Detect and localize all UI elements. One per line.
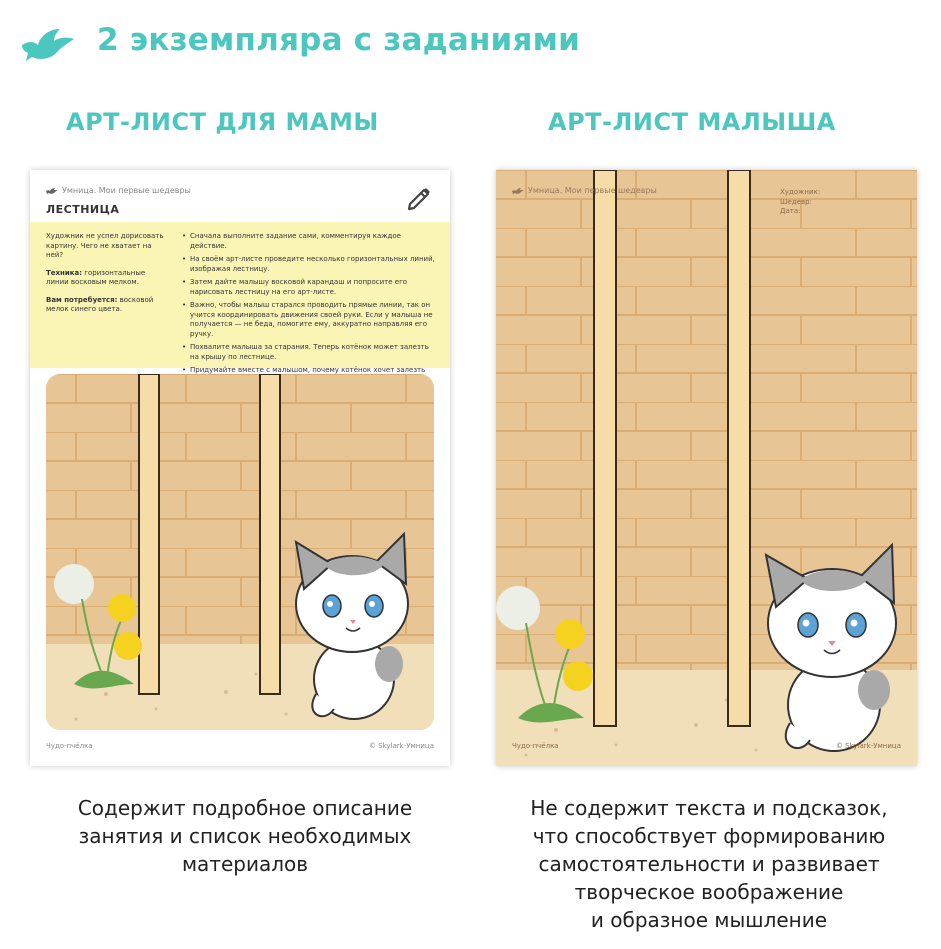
footer-left: Чудо-пчёлка bbox=[46, 742, 93, 750]
illustration-scene bbox=[46, 374, 434, 730]
ladder-pole bbox=[728, 170, 750, 726]
brand-text: Умница. Мои первые шедевры bbox=[528, 186, 657, 195]
bird-icon bbox=[46, 187, 58, 195]
technique-text bbox=[46, 269, 170, 288]
steps-list bbox=[182, 232, 436, 389]
date-label: Дата: bbox=[780, 207, 801, 215]
caption-line: Содержит подробное описание bbox=[77, 796, 413, 820]
step-item: • Затем дайте малышу восковой карандаш и попросите его нарисовать лестницу на его арт-листе. bbox=[182, 278, 436, 297]
left-caption bbox=[20, 794, 470, 878]
needs-value: восковой мелок синего цвета. bbox=[46, 295, 154, 313]
illustration-scene bbox=[496, 170, 917, 766]
instructions-box bbox=[30, 222, 450, 374]
sheet-title: ЛЕСТНИЦА bbox=[46, 203, 120, 216]
sheet-brand bbox=[46, 186, 191, 195]
header bbox=[18, 18, 76, 70]
caption-line: Не содержит текста и подсказок, bbox=[530, 796, 888, 820]
technique-value: горизонтальные линии восковым мелком. bbox=[46, 268, 146, 286]
step-item: • Придумайте вместе с малышом, почему котёнок хочет залезть bbox=[182, 366, 436, 385]
needs-text bbox=[46, 296, 170, 315]
signature-fields bbox=[780, 188, 820, 217]
ladder-pole bbox=[594, 170, 616, 726]
step-item: • Сначала выполните задание сами, комментируя каждое действие. bbox=[182, 232, 436, 251]
right-caption bbox=[476, 794, 941, 934]
left-column-heading: АРТ-ЛИСТ ДЛЯ МАМЫ bbox=[66, 108, 379, 136]
caption-line: занятия и список необходимых bbox=[78, 824, 412, 848]
child-art-sheet bbox=[496, 170, 917, 766]
caption-line: что способствует формированию bbox=[532, 824, 886, 848]
technique-label: Техника: bbox=[46, 268, 83, 277]
right-column-heading: АРТ-ЛИСТ МАЛЫША bbox=[548, 108, 836, 136]
needs-label: Вам потребуется: bbox=[46, 295, 118, 304]
brand-text: Умница. Мои первые шедевры bbox=[62, 186, 191, 195]
caption-line: материалов bbox=[181, 852, 309, 876]
ladder-pole bbox=[260, 374, 280, 694]
step-item: • Похвалите малыша за старания. Теперь котёнок может залезть на крышу по лестнице. bbox=[182, 343, 436, 362]
caption-line: и образное мышление bbox=[590, 908, 828, 932]
page-title: 2 экземпляра с заданиями bbox=[97, 22, 581, 58]
instructions-summary bbox=[46, 232, 170, 323]
step-item: • Важно, чтобы малыш старался проводить прямые линии, так он учится координировать движения своей руки. Если у малыша не получается — не беда, помогите ему, аккуратно направляя его ручку. bbox=[182, 301, 436, 339]
pencil-icon bbox=[404, 184, 434, 214]
caption-line: самостоятельности и развивает bbox=[538, 852, 880, 876]
artwork-label: Шедевр: bbox=[780, 197, 812, 206]
bird-icon bbox=[512, 187, 524, 195]
sheet-brand bbox=[512, 186, 657, 195]
intro-text: Художник не успел дорисовать картину. Чего не хватает на ней? bbox=[46, 232, 164, 259]
mom-art-sheet bbox=[30, 170, 450, 766]
bird-icon bbox=[18, 21, 76, 67]
footer-left: Чудо-пчёлка bbox=[512, 742, 559, 750]
footer-right: © Skylark-Умница bbox=[835, 742, 901, 750]
artist-label: Художник: bbox=[780, 188, 821, 196]
caption-line: творческое воображение bbox=[574, 880, 844, 904]
step-item: • На своём арт-листе проведите несколько горизонтальных линий, изображая лестницу. bbox=[182, 255, 436, 274]
footer-right: © Skylark-Умница bbox=[368, 742, 434, 750]
